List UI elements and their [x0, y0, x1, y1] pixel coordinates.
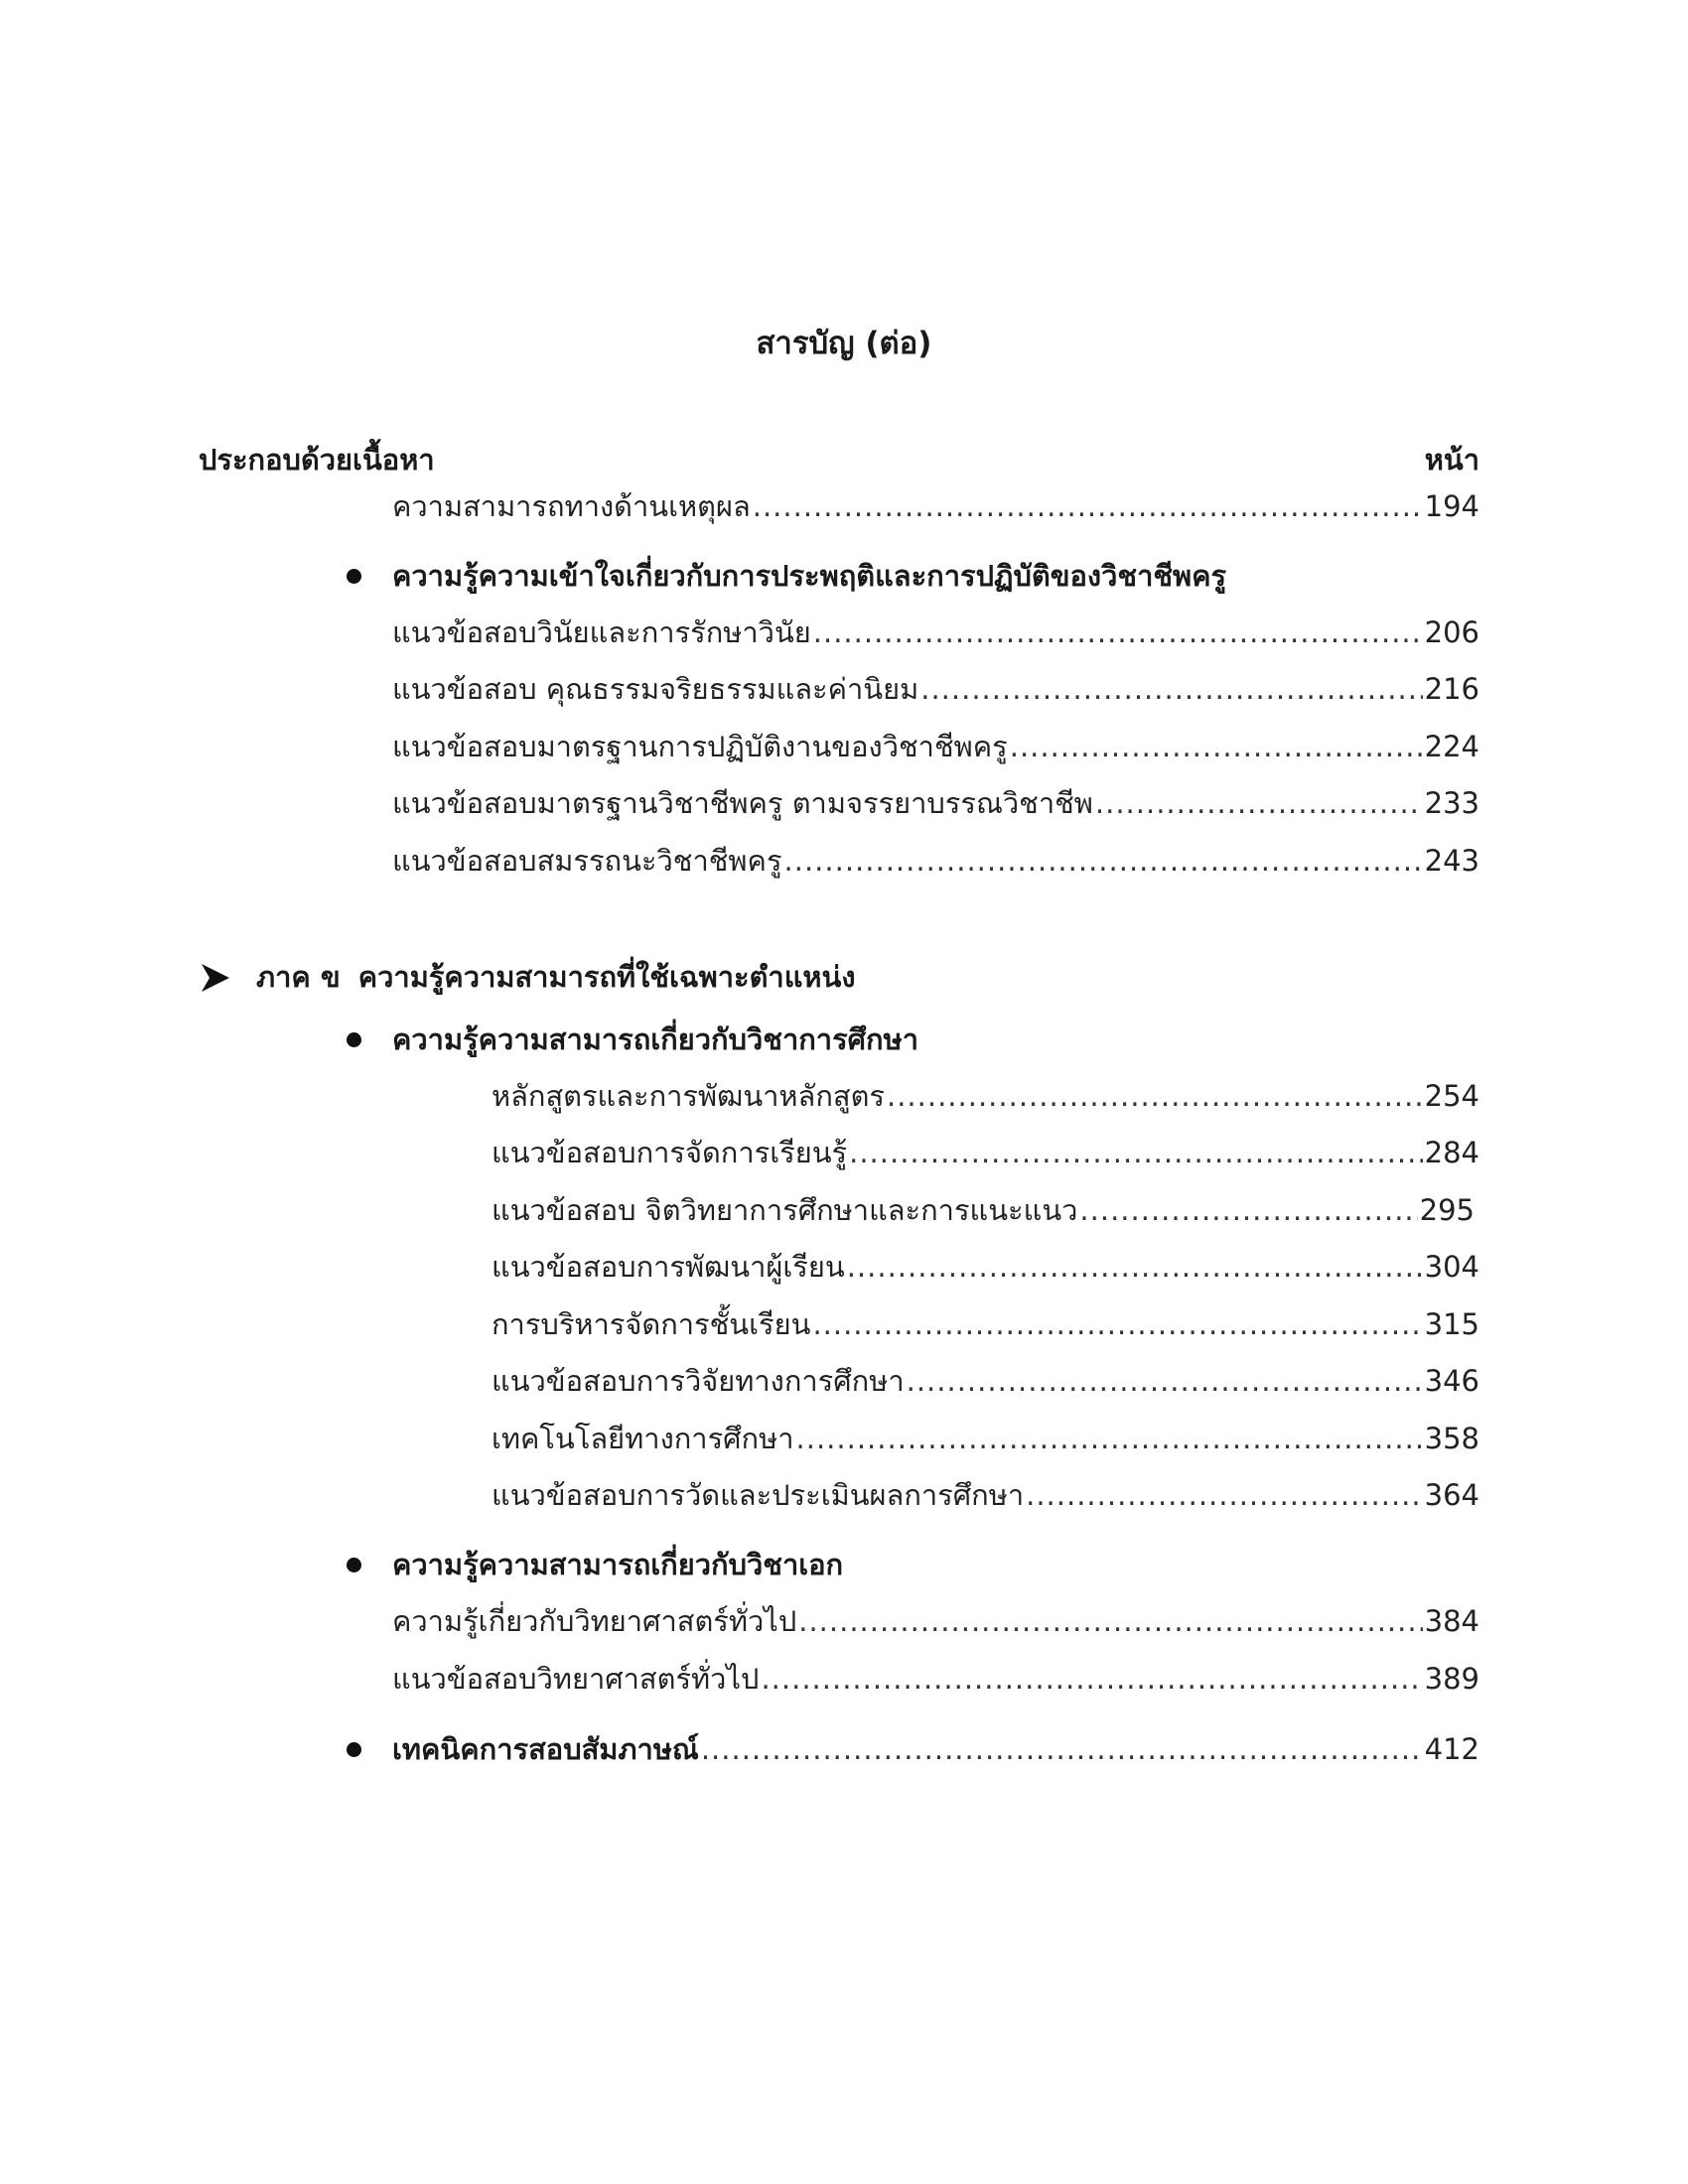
toc-entry-title: การบริหารจัดการชั้นเรียน	[492, 1307, 811, 1341]
dot-leader	[907, 1361, 1423, 1401]
toc-entry[interactable]	[492, 1475, 1479, 1515]
toc-entry[interactable]	[392, 669, 1479, 709]
dot-leader	[784, 841, 1423, 881]
dot-leader	[812, 1304, 1422, 1344]
dot-leader	[761, 1659, 1422, 1699]
toc-entry-page: 364	[1424, 1478, 1479, 1512]
group-heading: ความรู้ความเข้าใจเกี่ยวกับการประพฤติและการปฏิบัติของวิชาชีพครู	[392, 559, 1227, 593]
toc-entry[interactable]	[492, 1419, 1479, 1458]
toc-entry[interactable]	[492, 1247, 1479, 1287]
toc-entry-title: แนวข้อสอบการพัฒนาผู้เรียน	[492, 1250, 845, 1284]
toc-entry[interactable]	[392, 727, 1479, 766]
dot-leader	[798, 1601, 1422, 1641]
contents-label: ประกอบด้วยเนื้อหา	[199, 443, 435, 477]
toc-entry-title: แนวข้อสอบสมรรถนะวิชาชีพครู	[392, 844, 782, 878]
group-heading: ความรู้ความสามารถเกี่ยวกับวิชาเอก	[392, 1548, 844, 1581]
toc-entry-title: แนวข้อสอบ คุณธรรมจริยธรรมและค่านิยม	[392, 672, 919, 706]
toc-entry-title: เทคโนโลยีทางการศึกษา	[492, 1422, 794, 1455]
toc-entry-page: 243	[1424, 844, 1479, 878]
toc-entry[interactable]	[492, 1133, 1479, 1172]
toc-entry-title: แนวข้อสอบการวิจัยทางการศึกษา	[492, 1364, 905, 1398]
toc-entry[interactable]	[492, 1076, 1479, 1116]
toc-entry-page: 412	[1424, 1732, 1479, 1766]
toc-entry-page: 346	[1424, 1364, 1479, 1398]
dot-leader	[753, 486, 1423, 526]
dot-leader	[1079, 1190, 1417, 1230]
part-label: ภาค ข	[256, 960, 341, 994]
toc-entry[interactable]	[392, 613, 1479, 652]
toc-entry-title: เทคนิคการสอบสัมภาษณ์	[392, 1732, 699, 1766]
toc-entry-page: 304	[1424, 1250, 1479, 1284]
toc-entry-title: แนวข้อสอบการวัดและประเมินผลการศึกษา	[492, 1478, 1025, 1512]
toc-entry-page: 254	[1424, 1079, 1479, 1113]
toc-entry-title: ความรู้เกี่ยวกับวิทยาศาสตร์ทั่วไป	[392, 1604, 797, 1638]
toc-entry-page: 295	[1419, 1193, 1475, 1227]
group-heading: ความรู้ความสามารถเกี่ยวกับวิชาการศึกษา	[392, 1023, 919, 1056]
toc-entry-page: 194	[1424, 489, 1479, 523]
toc-entry[interactable]	[392, 1729, 1479, 1769]
dot-leader	[1095, 783, 1423, 823]
toc-entry-page: 216	[1424, 672, 1479, 706]
toc-entry-title: แนวข้อสอบวินัยและการรักษาวินัย	[392, 615, 811, 649]
dot-leader	[920, 669, 1422, 709]
toc-entry-page: 224	[1424, 730, 1479, 763]
dot-leader	[847, 1247, 1423, 1287]
toc-entry-title: แนวข้อสอบวิทยาศาสตร์ทั่วไป	[392, 1662, 760, 1696]
toc-entry[interactable]	[492, 1304, 1479, 1344]
toc-entry-title: ความสามารถทางด้านเหตุผล	[392, 489, 751, 523]
toc-entry-title: แนวข้อสอบมาตรฐานการปฏิบัติงานของวิชาชีพครู	[392, 730, 1008, 763]
dot-leader	[1010, 727, 1423, 766]
toc-entry-title: แนวข้อสอบ จิตวิทยาการศึกษาและการแนะแนว	[492, 1193, 1078, 1227]
bullet-icon	[347, 1742, 361, 1757]
toc-entry-page: 389	[1424, 1662, 1479, 1696]
toc-entry-page: 206	[1424, 615, 1479, 649]
page-column-label: หน้า	[1424, 443, 1479, 477]
dot-leader	[887, 1076, 1423, 1116]
toc-entry[interactable]	[392, 1601, 1479, 1641]
dot-leader	[849, 1133, 1423, 1172]
toc-entry-title: แนวข้อสอบการจัดการเรียนรู้	[492, 1136, 848, 1169]
toc-entry-title: แนวข้อสอบมาตรฐานวิชาชีพครู ตามจรรยาบรรณวิชาชีพ	[392, 786, 1093, 820]
page-title: สารบัญ (ต่อ)	[756, 326, 932, 361]
dot-leader	[1026, 1475, 1423, 1515]
toc-entry-page: 284	[1424, 1136, 1479, 1169]
toc-entry-page: 233	[1424, 786, 1479, 820]
bullet-icon	[347, 1032, 361, 1047]
bullet-icon	[347, 569, 361, 584]
toc-entry-title: หลักสูตรและการพัฒนาหลักสูตร	[492, 1079, 885, 1113]
dot-leader	[813, 613, 1423, 652]
toc-entry[interactable]	[492, 1190, 1475, 1230]
toc-entry-page: 315	[1424, 1307, 1479, 1341]
toc-entry[interactable]	[392, 783, 1479, 823]
part-heading	[256, 957, 856, 997]
dot-leader	[796, 1419, 1423, 1458]
toc-entry[interactable]	[392, 841, 1479, 881]
toc-entry-page: 384	[1424, 1604, 1479, 1638]
toc-entry[interactable]	[392, 486, 1479, 526]
toc-entry-page: 358	[1424, 1422, 1479, 1455]
bullet-icon	[347, 1558, 361, 1572]
dot-leader	[701, 1729, 1423, 1769]
part-title: ความรู้ความสามารถที่ใช้เฉพาะตำแหน่ง	[357, 960, 856, 994]
toc-entry[interactable]	[392, 1659, 1479, 1699]
arrowhead-right-icon	[199, 961, 232, 995]
toc-entry[interactable]	[492, 1361, 1479, 1401]
